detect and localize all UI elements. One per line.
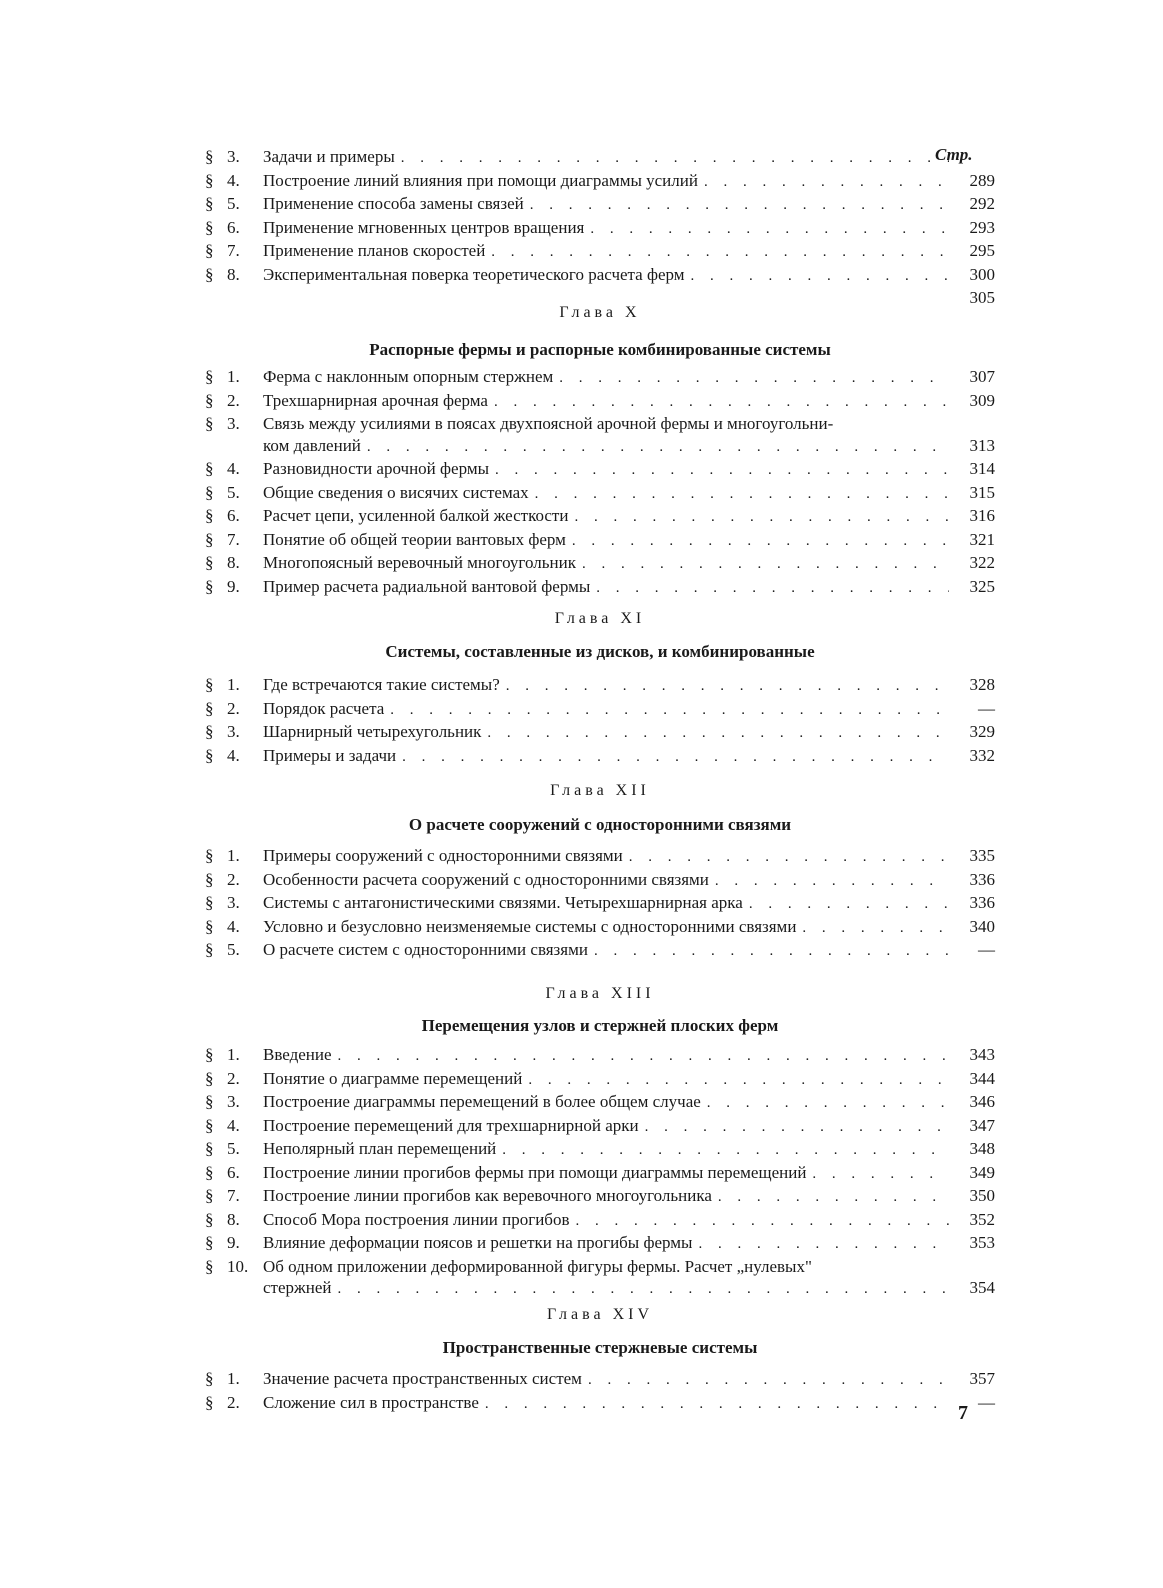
page-column-label: Стр. xyxy=(935,145,973,164)
toc-entry: § 4. Построение перемещений для трехшарнирной арки . . . 347 xyxy=(205,1115,995,1139)
chapter-title: Перемещения узлов и стержней плоских ферм xyxy=(421,1016,779,1035)
toc-entry: § 7. Построение линии прогибов как веревочного многоугольника . . . 350 xyxy=(205,1185,995,1209)
toc-entry: § 3. Задачи и примеры . . . xyxy=(205,146,995,170)
toc-entry: § 4. Примеры и задачи . . . 332 xyxy=(205,745,995,769)
toc-entry: § 2. Особенности расчета сооружений с односторонними связями . . . 336 xyxy=(205,869,995,893)
toc-entry: § 8. Экспериментальная поверка теоретического расчета ферм . . . 300 xyxy=(205,264,995,288)
chapter-title: Пространственные стержневые системы xyxy=(442,1338,758,1357)
toc-entry: § 1. Ферма с наклонным опорным стержнем . . . 307 xyxy=(205,366,995,390)
toc-section xyxy=(205,1368,995,1415)
toc-entry: § 2. Трехшарнирная арочная ферма . . . 309 xyxy=(205,390,995,414)
toc-section xyxy=(205,1044,995,1301)
toc-entry: § 6. Построение линии прогибов фермы при помощи диаграммы перемещений . . . 349 xyxy=(205,1162,995,1186)
toc-entry: § 3. Построение диаграммы перемещений в более общем случае . . . 346 xyxy=(205,1091,995,1115)
toc-entry: § 1. Введение . . . 343 xyxy=(205,1044,995,1068)
chapter-title: Системы, составленные из дисков, и комбинированные xyxy=(385,642,815,661)
toc-entry: § 2. Порядок расчета . . . — xyxy=(205,698,995,722)
toc-entry: § 10. Об одном приложении деформированной фигуры фермы. Расчет „нулевых" стержней . . . 354 xyxy=(205,1256,995,1301)
toc-entry: § 2. Понятие о диаграмме перемещений . . . 344 xyxy=(205,1068,995,1092)
toc-section xyxy=(205,674,995,768)
chapter-label: Глава X xyxy=(559,304,641,321)
toc-entry: § 3. Связь между усилиями в поясах двухпоясной арочной фермы и многоугольни- ком давлений . . . 313 xyxy=(205,413,995,458)
toc-section-continued xyxy=(205,146,995,311)
toc-section xyxy=(205,845,995,963)
chapter-title: Распорные фермы и распорные комбинированные системы xyxy=(369,340,831,359)
toc-entry: § 6. Применение мгновенных центров вращения . . . 293 xyxy=(205,217,995,241)
toc-entry: § 5. О расчете систем с односторонними связями . . . — xyxy=(205,939,995,963)
toc-entry: § 3. Системы с антагонистическими связями. Четырехшарнирная арка . . . 336 xyxy=(205,892,995,916)
toc-entry: § 7. Применение планов скоростей . . . 295 xyxy=(205,240,995,264)
toc-entry: § 4. Условно и безусловно неизменяемые системы с односторонними связями . . . 340 xyxy=(205,916,995,940)
toc-entry: § 3. Шарнирный четырехугольник . . . 329 xyxy=(205,721,995,745)
toc-entry: § 8. Многопоясный веревочный многоугольник . . . 322 xyxy=(205,552,995,576)
chapter-label: Глава XII xyxy=(550,782,650,799)
toc-entry: § 1. Примеры сооружений с односторонними связями . . . 335 xyxy=(205,845,995,869)
chapter-label: Глава XI xyxy=(554,610,646,627)
toc-entry: § 9. Влияние деформации поясов и решетки на прогибы фермы . . . 353 xyxy=(205,1232,995,1256)
chapter-title: О расчете сооружений с односторонними связями xyxy=(408,815,792,834)
toc-entry: § 1. Значение расчета пространственных систем . . . 357 xyxy=(205,1368,995,1392)
chapter-label: Глава XIII xyxy=(545,985,655,1002)
toc-entry: § 7. Понятие об общей теории вантовых ферм . . . 321 xyxy=(205,529,995,553)
toc-entry: § 8. Способ Мора построения линии прогибов . . . 352 xyxy=(205,1209,995,1233)
toc-section xyxy=(205,366,995,599)
toc-entry: § 1. Где встречаются такие системы? . . . 328 xyxy=(205,674,995,698)
toc-entry: § 5. Общие сведения о висячих системах . . . 315 xyxy=(205,482,995,506)
toc-entry: § 5. Применение способа замены связей . . . 292 xyxy=(205,193,995,217)
toc-entry: § 9. Пример расчета радиальной вантовой фермы . . . 325 xyxy=(205,576,995,600)
toc-entry: 305 xyxy=(969,288,995,307)
toc-entry: § 5. Неполярный план перемещений . . . 348 xyxy=(205,1138,995,1162)
toc-entry: § 4. Построение линий влияния при помощи диаграммы усилий . . . 289 xyxy=(205,170,995,194)
chapter-label: Глава XIV xyxy=(546,1306,653,1323)
toc-entry: § 2. Сложение сил в пространстве . . . — xyxy=(205,1392,995,1416)
toc-entry: § 4. Разновидности арочной фермы . . . 314 xyxy=(205,458,995,482)
page-number: 7 xyxy=(958,1402,968,1424)
toc-entry: § 6. Расчет цепи, усиленной балкой жесткости . . . 316 xyxy=(205,505,995,529)
